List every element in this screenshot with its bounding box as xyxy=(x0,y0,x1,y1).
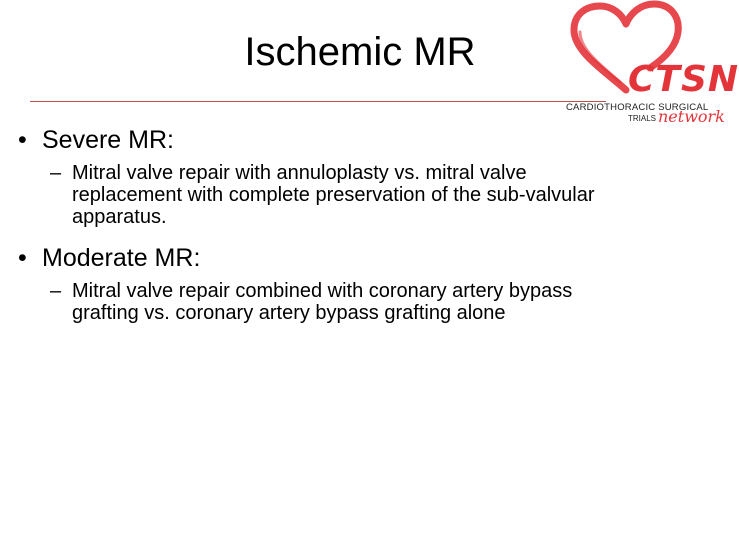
title-divider xyxy=(30,101,606,102)
slide-body xyxy=(18,118,698,324)
bullet-label: Moderate MR: xyxy=(42,244,201,272)
sub-bullet-marker: – xyxy=(50,162,62,184)
bullet-label: Severe MR: xyxy=(42,126,174,154)
logo-network: network xyxy=(658,107,725,126)
sub-bullet-severe-mr xyxy=(50,162,632,228)
sub-bullet-text: Mitral valve repair with annuloplasty vs. mitral valve replacement with complete preservation of the sub-valvular apparatus. xyxy=(72,162,595,228)
bullet-marker: • xyxy=(18,244,27,272)
logo-line2: TRIALS xyxy=(628,114,657,123)
logo-line1: CARDIOTHORACIC SURGICAL xyxy=(566,102,709,113)
slide-title: Ischemic MR xyxy=(244,30,476,74)
bullet-moderate-mr xyxy=(18,242,698,274)
ctsn-logo xyxy=(562,2,739,126)
logo-acronym: CTSN xyxy=(628,59,739,100)
sub-bullet-marker: – xyxy=(50,280,62,302)
bullet-marker: • xyxy=(18,126,27,154)
sub-bullet-text: Mitral valve repair combined with coronary artery bypass grafting vs. coronary artery bypass grafting alone xyxy=(72,280,573,324)
sub-bullet-moderate-mr xyxy=(50,280,632,324)
bullet-severe-mr xyxy=(18,124,698,156)
